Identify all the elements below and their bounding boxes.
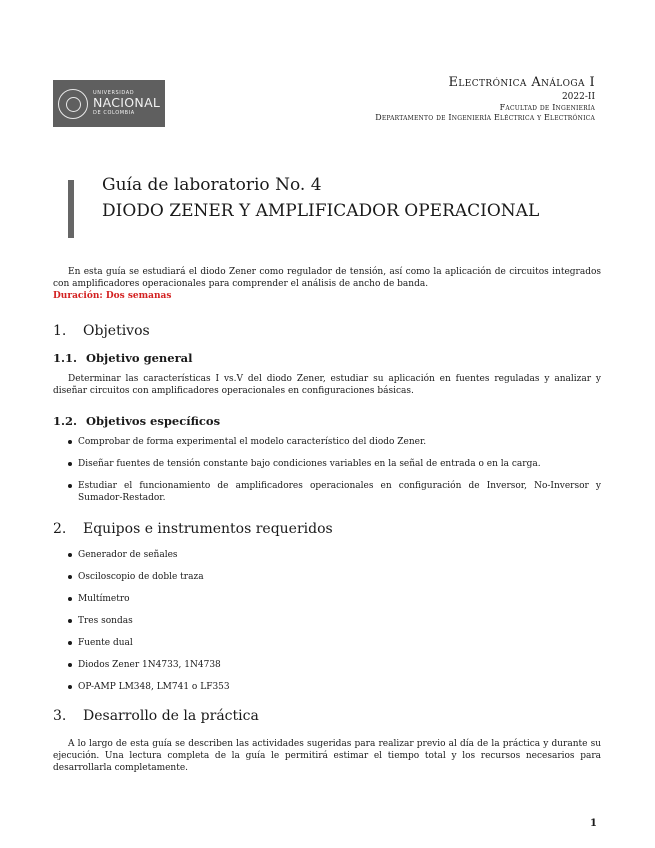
- section-number: 2.: [53, 521, 67, 537]
- subsection-title: Objetivos específicos: [86, 414, 221, 428]
- objetivos-especificos-list: [68, 436, 601, 504]
- duration-label: Duración: Dos semanas: [53, 291, 172, 301]
- subsection-number: 1.1.: [53, 351, 78, 365]
- list-item: Tres sondas: [68, 615, 601, 627]
- course-title: Electrónica Análoga I: [448, 75, 595, 90]
- department: Departamento de Ingeniería Eléctrica y Electrónica: [375, 113, 595, 122]
- logo-line2: NACIONAL: [93, 95, 161, 111]
- intro-paragraph: En esta guía se estudiará el diodo Zener como regulador de tensión, así como la aplicación de circuitos integrados con amplificadores operacionales para comprender el análisis de ancho de banda.: [53, 267, 601, 289]
- subsection-objetivo-general-heading: [53, 351, 193, 365]
- page-number: 1: [590, 818, 597, 829]
- title-accent-bar: [68, 180, 74, 238]
- desarrollo-paragraph: A lo largo de esta guía se describen las actividades sugeridas para realizar previo al día de la práctica y durante su ejecución. Una lectura completa de la guía le permitirá estimar el tiempo total y los recursos necesarios para desarrollarla completamente.: [53, 739, 601, 773]
- term: 2022-II: [561, 92, 595, 102]
- list-item: Osciloscopio de doble traza: [68, 571, 601, 583]
- guide-subtitle: DIODO ZENER Y AMPLIFICADOR OPERACIONAL: [102, 201, 540, 221]
- section-title: Desarrollo de la práctica: [83, 708, 259, 724]
- university-seal-icon: [58, 89, 88, 119]
- list-item: Estudiar el funcionamiento de amplificadores operacionales en configuración de Inversor, No-Inversor y Sumador-Restador.: [68, 480, 601, 504]
- section-title: Equipos e instrumentos requeridos: [83, 521, 333, 537]
- section-objetivos-heading: [53, 323, 150, 339]
- list-item: Multímetro: [68, 593, 601, 605]
- list-item: Diodos Zener 1N4733, 1N4738: [68, 659, 601, 671]
- section-number: 1.: [53, 323, 67, 339]
- subsection-title: Objetivo general: [86, 351, 193, 365]
- logo-wordmark: [93, 91, 160, 116]
- logo-line1: UNIVERSIDAD: [93, 90, 135, 97]
- list-item: Comprobar de forma experimental el modelo característico del diodo Zener.: [68, 436, 601, 448]
- section-desarrollo-heading: [53, 708, 259, 724]
- guide-title: Guía de laboratorio No. 4: [102, 175, 322, 195]
- logo-line3: DE COLOMBIA: [93, 109, 135, 116]
- objetivo-general-paragraph: Determinar las características I vs.V del diodo Zener, estudiar su aplicación en fuentes reguladas y analizar y diseñar circuitos con amplificadores operacionales en configuraciones básicas.: [53, 374, 601, 396]
- list-item: Fuente dual: [68, 637, 601, 649]
- faculty: Facultad de Ingeniería: [499, 103, 595, 112]
- equipos-list: [68, 549, 601, 693]
- subsection-objetivos-especificos-heading: [53, 414, 220, 428]
- section-equipos-heading: [53, 521, 333, 537]
- university-logo: [53, 80, 165, 127]
- section-number: 3.: [53, 708, 67, 724]
- section-title: Objetivos: [83, 323, 150, 339]
- list-item: Generador de señales: [68, 549, 601, 561]
- list-item: OP-AMP LM348, LM741 o LF353: [68, 681, 601, 693]
- list-item: Diseñar fuentes de tensión constante bajo condiciones variables en la señal de entrada o en la carga.: [68, 458, 601, 470]
- subsection-number: 1.2.: [53, 414, 78, 428]
